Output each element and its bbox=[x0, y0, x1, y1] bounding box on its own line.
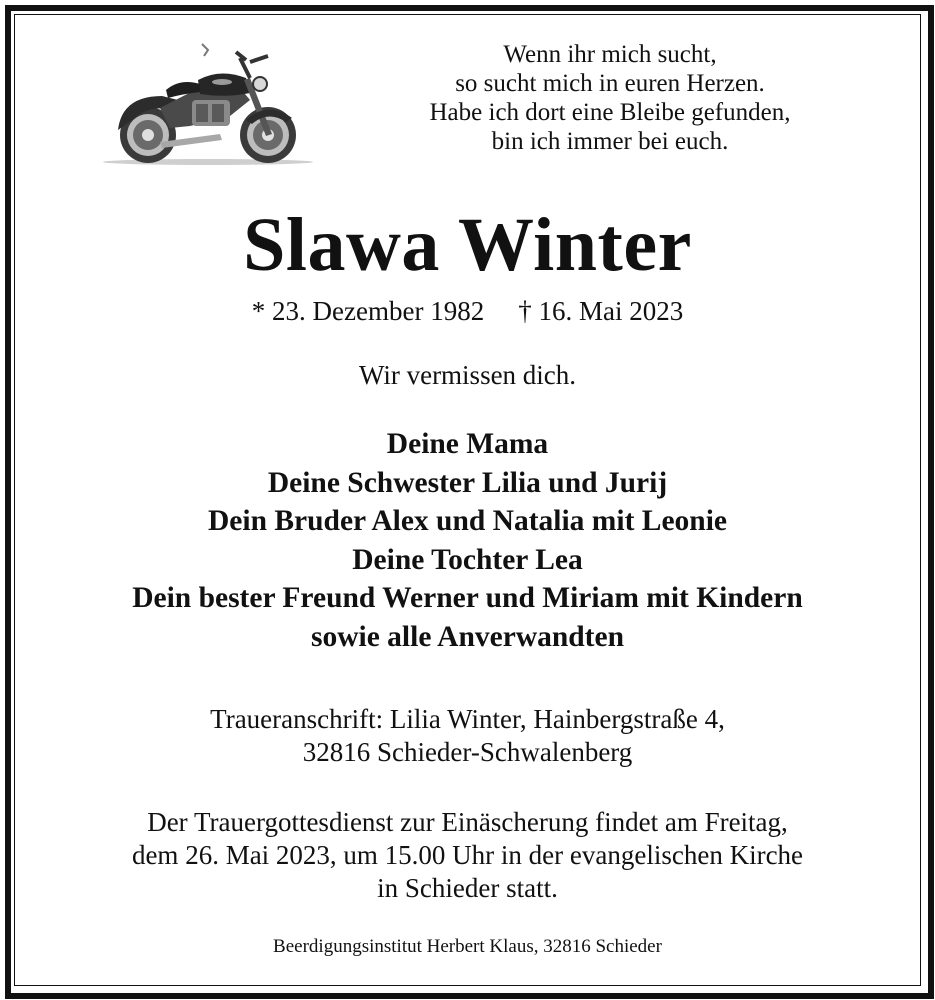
poem-line: so sucht mich in euren Herzen. bbox=[455, 70, 765, 97]
motorcycle-icon bbox=[100, 38, 315, 173]
family-line: sowie alle Anverwandten bbox=[310, 620, 625, 653]
life-dates bbox=[0, 294, 935, 328]
poem-line: Habe ich dort eine Bleibe gefunden, bbox=[429, 99, 791, 126]
poem-line: bin ich immer bei euch. bbox=[491, 128, 729, 155]
funeral-service-notice bbox=[0, 806, 935, 905]
address-line: Traueranschrift: Lilia Winter, Hainbergstraße 4, bbox=[210, 704, 725, 734]
address-line: 32816 Schieder-Schwalenberg bbox=[302, 737, 633, 767]
poem bbox=[340, 40, 880, 156]
deceased-name: Slawa Winter bbox=[243, 203, 692, 287]
family-line: Deine Tochter Lea bbox=[352, 543, 583, 576]
poem-line: Wenn ihr mich sucht, bbox=[503, 41, 717, 68]
family-line: Dein Bruder Alex und Natalia mit Leonie bbox=[207, 505, 727, 538]
family-line: Deine Schwester Lilia und Jurij bbox=[267, 466, 668, 499]
service-line: Der Trauergottesdienst zur Einäscherung findet am Freitag, bbox=[147, 807, 788, 837]
service-line: dem 26. Mai 2023, um 15.00 Uhr in der evangelischen Kirche bbox=[131, 840, 804, 870]
family-signatures bbox=[0, 425, 935, 657]
family-line: Deine Mama bbox=[386, 428, 549, 460]
birth-date: * 23. Dezember 1982 bbox=[251, 296, 485, 326]
family-line: Dein bester Freund Werner und Miriam mit Kindern bbox=[132, 582, 803, 615]
service-line: in Schieder statt. bbox=[377, 873, 558, 903]
memorial-message: Wir vermissen dich. bbox=[358, 360, 577, 390]
mourning-address bbox=[0, 703, 935, 769]
death-date: † 16. Mai 2023 bbox=[518, 296, 684, 326]
funeral-home: Beerdigungsinstitut Herbert Klaus, 32816 Schieder bbox=[273, 936, 662, 957]
